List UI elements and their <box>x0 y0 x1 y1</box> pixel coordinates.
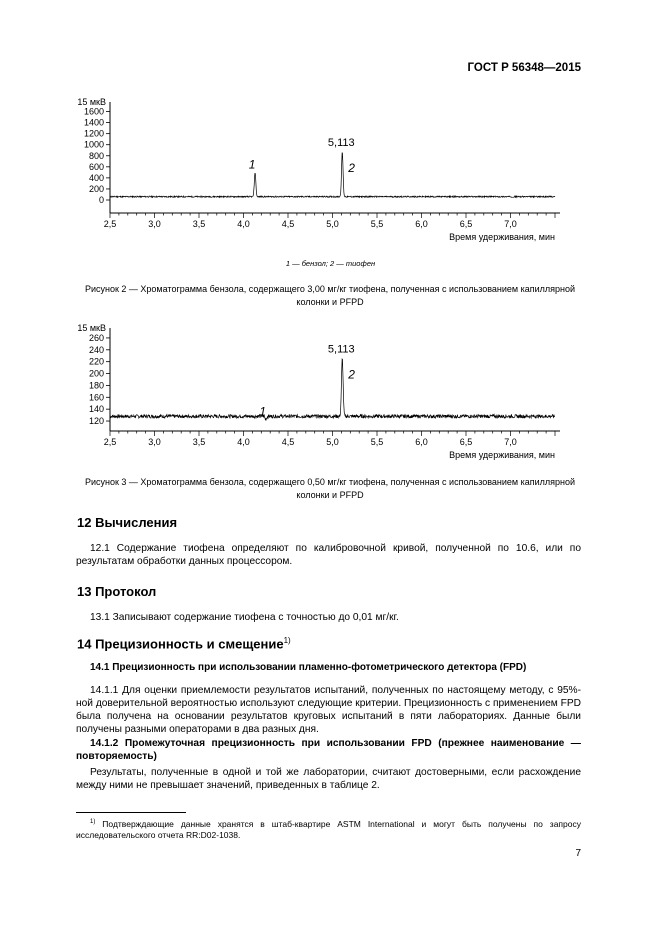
y-tick-label: 800 <box>88 150 104 161</box>
x-tick-label: 4,0 <box>237 437 250 447</box>
x-tick-label: 3,0 <box>148 437 161 447</box>
x-tick-label: 5,5 <box>370 219 384 229</box>
section-14-heading <box>77 636 291 651</box>
signal-trace <box>110 359 555 421</box>
legend-text: 1 — бензол; 2 — тиофен <box>285 259 376 268</box>
x-tick-label: 6,0 <box>415 219 428 229</box>
y-tick-label: 200 <box>88 368 104 379</box>
section-13-heading: 13 Протокол <box>77 584 157 599</box>
x-tick-label: 7,0 <box>504 437 517 447</box>
section-14-1-2-heading <box>76 737 581 763</box>
x-tick-label: 7,0 <box>504 219 517 229</box>
footnote-ref: 1) <box>283 636 291 645</box>
footnote-rule <box>76 812 186 813</box>
figure-2-caption: Рисунок 2 — Хроматограмма бензола, содержащего 3,00 мг/кг тиофена, полученная с использованием капиллярной колонки и PFPD <box>84 284 576 307</box>
section-12-heading: 12 Вычисления <box>77 515 178 530</box>
section-12-1-text <box>76 542 581 568</box>
peak-number-label: 1 <box>259 404 267 419</box>
footnote <box>76 817 581 841</box>
section-14-1-1-text <box>76 684 581 736</box>
x-tick-label: 3,0 <box>148 219 161 229</box>
y-tick-label: 140 <box>88 404 104 415</box>
y-tick-label: 160 <box>88 392 104 403</box>
peak-number-label: 1 <box>248 157 256 172</box>
x-tick-label: 5,0 <box>326 437 339 447</box>
x-axis-label: Время удерживания, мин <box>449 450 555 460</box>
y-tick-label: 1600 <box>83 106 104 117</box>
page-number: 7 <box>575 848 581 859</box>
y-tick-label: 400 <box>88 172 104 183</box>
x-tick-label: 5,5 <box>370 437 384 447</box>
x-tick-label: 3,5 <box>192 219 206 229</box>
x-tick-label: 2,5 <box>103 437 117 447</box>
y-tick-label: 220 <box>88 356 104 367</box>
section-13-1-text <box>76 611 581 624</box>
y-tick-label: 260 <box>88 332 104 343</box>
y-tick-label: 120 <box>88 416 104 427</box>
signal-trace <box>110 153 555 198</box>
x-tick-label: 2,5 <box>103 219 117 229</box>
y-tick-label: 1400 <box>83 117 104 128</box>
paragraph-text: Результаты, полученные в одной и той же лаборатории, считают достоверными, если расхождение между ними не превышает значений, приведенных в таблице 2. <box>76 767 581 791</box>
x-tick-label: 5,0 <box>326 219 339 229</box>
y-tick-label: 1200 <box>83 128 104 139</box>
chart-figure-3 <box>60 318 580 463</box>
chart-figure-2 <box>60 92 580 252</box>
y-tick-label: 600 <box>88 161 104 172</box>
y-tick-label: 240 <box>88 344 104 355</box>
peak-number-label: 2 <box>348 367 355 382</box>
x-tick-label: 4,5 <box>281 219 295 229</box>
x-tick-label: 3,5 <box>192 437 206 447</box>
y-tick-label: 200 <box>88 183 104 194</box>
x-tick-label: 6,0 <box>415 437 428 447</box>
x-tick-label: 4,5 <box>281 437 295 447</box>
figure-3-caption: Рисунок 3 — Хроматограмма бензола, содержащего 0,50 мг/кг тиофена, полученная с использованием капиллярной колонки и PFPD <box>84 477 576 500</box>
peak-value-label: 5,113 <box>327 136 355 149</box>
y-tick-label: 1000 <box>83 139 104 150</box>
peak-number-label: 2 <box>348 160 355 175</box>
y-tick-label: 180 <box>88 380 104 391</box>
x-tick-label: 4,0 <box>237 219 250 229</box>
paragraph-text: 12.1 Содержание тиофена определяют по калибровочной кривой, полученной по 10.6, или по результатам обработки данных процессором. <box>76 543 581 567</box>
x-tick-label: 6,5 <box>459 437 473 447</box>
y-tick-label: 0 <box>98 195 104 205</box>
paragraph-text: 14.1.1 Для оценки приемлемости результатов испытаний, полученных по настоящему методу, с 95%-ной доверительной вероятностью используют следующие критерии. Прецизионность с применением FPD была получена на основании результатов круговых испытаний в пяти лабораториях. Данные были получены разными операторами в два разных дня. <box>76 685 581 735</box>
x-tick-label: 6,5 <box>459 219 473 229</box>
peak-value-label: 5,113 <box>327 343 355 356</box>
figure-2-legend <box>0 259 661 268</box>
section-14-1-heading: 14.1 Прецизионность при использовании пламенно-фотометрического детектора (FPD) <box>90 662 527 673</box>
document-id: ГОСТ Р 56348—2015 <box>467 62 581 74</box>
chromatogram-figure-3 <box>60 318 580 463</box>
heading-text: 14 Прецизионность и смещение <box>77 636 284 652</box>
footnote-mark: 1) <box>90 819 96 825</box>
x-axis-label: Время удерживания, мин <box>449 232 555 242</box>
heading-text: 14.1.2 Промежуточная прецизионность при использовании FPD (прежнее наименование — повторяемость) <box>76 738 581 762</box>
footnote-text: Подтверждающие данные хранятся в штаб-квартире ASTM International и могут быть получены по запросу исследовательского отчета RR:D02-1038. <box>76 818 581 840</box>
paragraph-text: 13.1 Записывают содержание тиофена с точностью до 0,01 мг/кг. <box>90 612 399 623</box>
y-axis-label: 15 мкВ <box>77 323 106 333</box>
chromatogram-figure-2 <box>60 92 580 252</box>
section-14-1-2-text <box>76 766 581 792</box>
y-axis-label: 15 мкВ <box>77 97 106 107</box>
